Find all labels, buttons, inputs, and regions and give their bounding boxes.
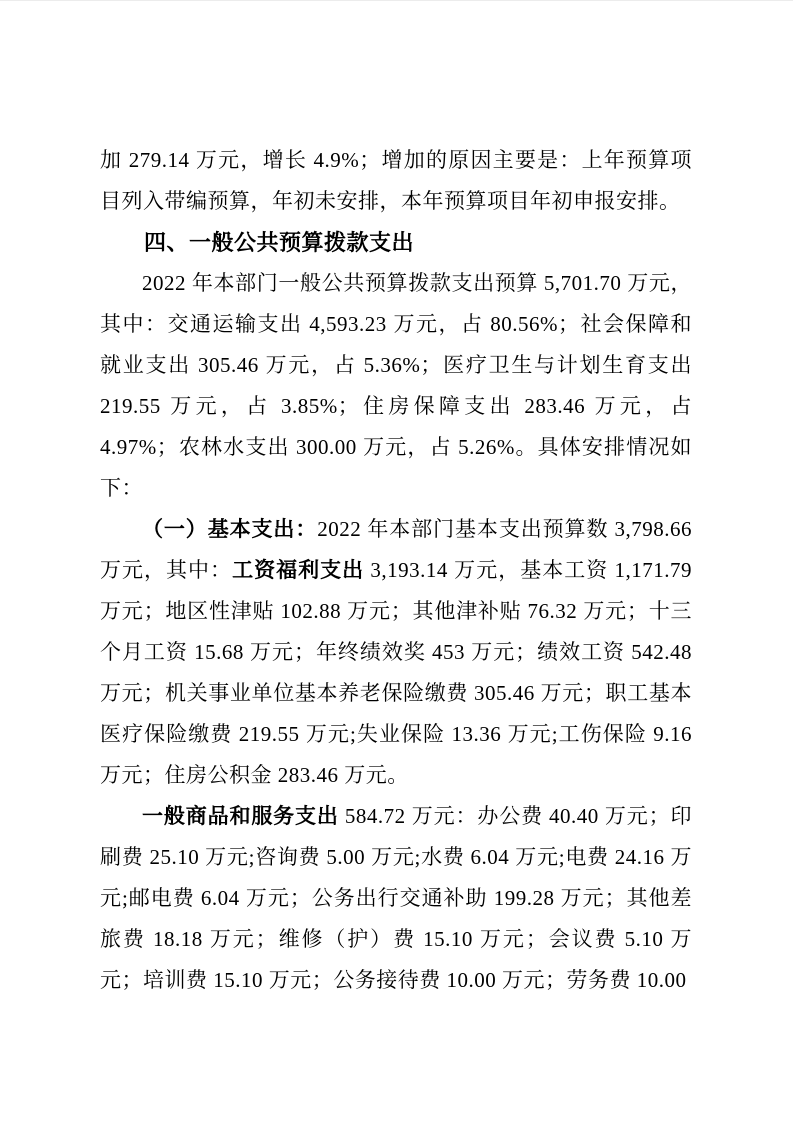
- goods-services-label: 一般商品和服务支出: [142, 804, 339, 828]
- section-heading: [100, 222, 692, 263]
- paragraph-budget-overview: [100, 263, 692, 509]
- basic-expenditure-label: （一）基本支出：: [142, 517, 318, 541]
- text-run: 2022 年本部门一般公共预算拨款支出预算 5,701.70 万元，其中：交通运输支出 4,593.23 万元，占 80.56%；社会保障和就业支出 305.46 万元，占 5.36%；医疗卫生与计划生育支出 219.55 万元，占 3.85%；住房保障支出 283.46 万元，占 4.97%；农林水支出 300.00 万元，占 5.26%。具体安排情况如下：: [100, 271, 692, 500]
- text-run: 2022 年本部门基本支出预算数 3,798.66 万元，其中：: [100, 517, 693, 582]
- paragraph-basic-expenditure: [100, 509, 692, 796]
- section-heading-text: 四、一般公共预算拨款支出: [144, 230, 415, 255]
- text-run: 加 279.14 万元，增长 4.9%；增加的原因主要是：上年预算项目列入带编预算，年初未安排，本年预算项目年初申报安排。: [100, 148, 692, 213]
- paragraph-goods-services: [100, 796, 692, 1001]
- salary-welfare-label: 工资福利支出: [232, 558, 365, 582]
- paragraph-continuation: [100, 140, 692, 222]
- text-run: 3,193.14 万元，基本工资 1,171.79 万元；地区性津贴 102.88 万元；其他津补贴 76.32 万元；十三个月工资 15.68 万元；年终绩效奖 453 万元；绩效工资 542.48 万元；机关事业单位基本养老保险缴费 305.46 万元；职工基本医疗保险缴费 219.55 万元;失业保险 13.36 万元;工伤保险 9.16 万元；住房公积金 283.46 万元。: [100, 558, 693, 787]
- text-run: 584.72 万元：办公费 40.40 万元；印刷费 25.10 万元;咨询费 5.00 万元;水费 6.04 万元;电费 24.16 万元;邮电费 6.04 万元；公务出行交通补助 199.28 万元；其他差旅费 18.18 万元；维修（护）费 15.10 万元；会议费 5.10 万元；培训费 15.10 万元；公务接待费 10.00 万元；劳务费 10.00: [100, 804, 693, 992]
